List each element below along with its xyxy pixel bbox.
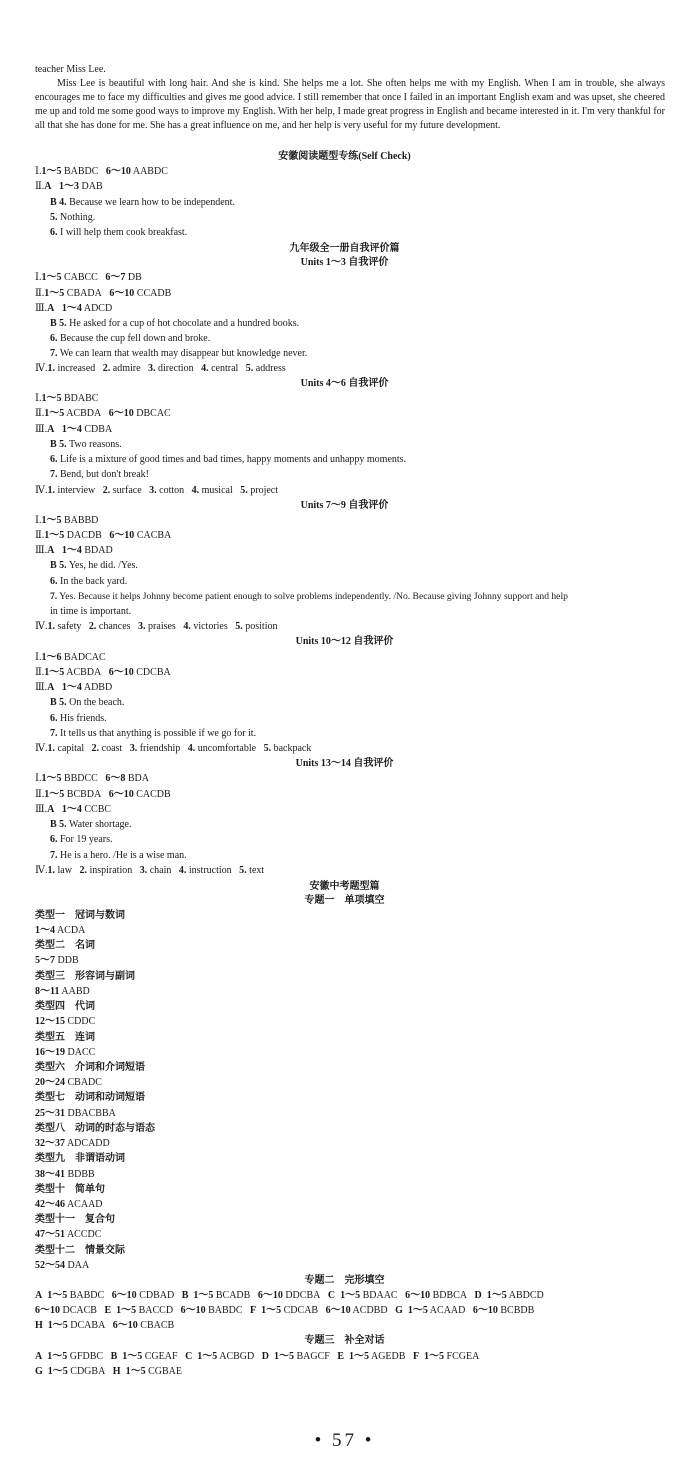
answer-row: Ⅳ.1. increased 2. admire 3. direction 4. central 5. address <box>35 363 286 374</box>
answer-row: 6. Because the cup fell down and broke. <box>50 333 211 344</box>
answer-row-continued: in time is important. <box>50 606 132 617</box>
answer-row: Ⅱ.1～5 ACBDA 6～10 DBCAC <box>35 408 171 419</box>
unit-title-13-14: Units 13～14 自我评价 <box>295 758 394 769</box>
answer-row: 6. In the back yard. <box>50 576 128 587</box>
page-number: • 57 • <box>314 1430 375 1451</box>
topic-title-3: 专题三 补全对话 <box>304 1335 385 1346</box>
answer-row: B 4. Because we learn how to be independent. <box>50 197 235 208</box>
type-answer: 16～19 DACC <box>35 1047 96 1058</box>
unit-title-10-12: Units 10～12 自我评价 <box>295 636 394 647</box>
dialogue-answer-row: G 1～5 CDGBA H 1～5 CGBAE <box>35 1366 182 1377</box>
cloze-answer-row: H 1～5 DCABA 6～10 CBACB <box>35 1320 175 1331</box>
passage-paragraph: Miss Lee is beautiful with long hair. And she is kind. She helps me a lot. She often helps me with my English. When I am in trouble, she always encourages me to face my difficulties and gives me good advice. I still remember that once I failed in an important English exam and was upset, she cheered me up and told me some good ways to improve my English. With her help, I made great progress in English and became interested in it. I'm very thankful for all that she has done for me. She has a great influence on me, and her help is very useful for my future development. <box>35 78 665 131</box>
dialogue-answer-row: A 1～5 GFDBC B 1～5 CGEAF C 1～5 ACBGD D 1～5 BAGCF E 1～5 AGEDB F 1～5 FCGEA <box>35 1351 480 1362</box>
type-label: 类型七 动词和动词短语 <box>35 1092 145 1103</box>
type-label: 类型六 介词和介词短语 <box>35 1062 145 1073</box>
section-title-self-check: 安徽阅读题型专练(Self Check) <box>278 151 411 162</box>
topic-title-2: 专题二 完形填空 <box>304 1275 385 1286</box>
answer-row: B 5. Yes, he did. /Yes. <box>50 560 138 571</box>
answer-row: Ⅲ.A 1～4 ADBD <box>35 682 113 693</box>
type-label: 类型三 形容词与副词 <box>35 971 135 982</box>
answer-row: 6. For 19 years. <box>50 834 113 845</box>
answer-row: 7. He is a hero. /He is a wise man. <box>50 850 187 861</box>
type-answer: 20～24 CBADC <box>35 1077 102 1088</box>
answer-row: Ⅰ.1～5 BABDC 6～10 AABDC <box>35 166 168 177</box>
type-label: 类型八 动词的时态与语态 <box>35 1123 155 1134</box>
answer-row: 7. It tells us that anything is possible if we go for it. <box>50 728 257 739</box>
cloze-answer-row: 6～10 DCACB E 1～5 BACCD 6～10 BABDC F 1～5 CDCAB 6～10 ACDBD G 1～5 ACAAD 6～10 BCBDB <box>35 1305 535 1316</box>
answer-row: B 5. On the beach. <box>50 697 125 708</box>
section-title-grade9: 九年级全一册自我评价篇 <box>289 243 400 254</box>
answer-row: Ⅲ.A 1～4 ADCD <box>35 303 113 314</box>
answer-row: 6. I will help them cook breakfast. <box>50 227 188 238</box>
answer-row: Ⅳ.1. law 2. inspiration 3. chain 4. instruction 5. text <box>35 865 265 876</box>
type-answer: 1～4 ACDA <box>35 925 86 936</box>
type-label: 类型二 名词 <box>35 940 95 951</box>
type-label: 类型十 简单句 <box>35 1184 105 1195</box>
type-label: 类型十二 情景交际 <box>35 1245 125 1256</box>
unit-title-7-9: Units 7～9 自我评价 <box>300 500 389 511</box>
type-answer: 38～41 BDBB <box>35 1169 95 1180</box>
answer-row: Ⅱ.1～5 BCBDA 6～10 CACDB <box>35 789 171 800</box>
answer-row: Ⅱ.1～5 CBADA 6～10 CCADB <box>35 288 172 299</box>
answer-row: 6. His friends. <box>50 713 107 724</box>
answer-row: Ⅱ.1～5 DACDB 6～10 CACBA <box>35 530 172 541</box>
answer-row: B 5. Water shortage. <box>50 819 132 830</box>
passage-line: teacher Miss Lee. <box>35 64 106 75</box>
type-answer: 52～54 DAA <box>35 1260 90 1271</box>
answer-row: B 5. He asked for a cup of hot chocolate and a hundred books. <box>50 318 300 329</box>
answer-row: 6. Life is a mixture of good times and bad times, happy moments and unhappy moments. <box>50 454 407 465</box>
answer-row: Ⅳ.1. safety 2. chances 3. praises 4. victories 5. position <box>35 621 278 632</box>
answer-row: Ⅳ.1. interview 2. surface 3. cotton 4. musical 5. project <box>35 485 279 496</box>
answer-row: Ⅳ.1. capital 2. coast 3. friendship 4. uncomfortable 5. backpack <box>35 743 312 754</box>
answer-row: 5. Nothing. <box>50 212 96 223</box>
topic-title-1: 专题一 单项填空 <box>304 895 385 906</box>
type-answer: 25～31 DBACBBA <box>35 1108 116 1119</box>
type-label: 类型十一 复合句 <box>35 1214 115 1225</box>
answer-row: B 5. Two reasons. <box>50 439 122 450</box>
answer-row: 7. Yes. Because it helps Johnny become patient enough to solve problems independently. /No. Because giving Johnny support and help <box>50 591 568 602</box>
answer-row: Ⅲ.A 1～4 CCBC <box>35 804 112 815</box>
type-answer: 12～15 CDDC <box>35 1016 96 1027</box>
type-label: 类型五 连词 <box>35 1032 95 1043</box>
type-label: 类型四 代词 <box>35 1001 95 1012</box>
type-label: 类型一 冠词与数词 <box>35 910 125 921</box>
answer-row: Ⅰ.1～6 BADCAC <box>35 652 106 663</box>
unit-title-1-3: Units 1～3 自我评价 <box>300 257 389 268</box>
cloze-answer-row: A 1～5 BABDC 6～10 CDBAD B 1～5 BCADB 6～10 DDCBA C 1～5 BDAAC 6～10 BDBCA D 1～5 ABDCD <box>35 1290 544 1301</box>
answer-row: Ⅱ.A 1～3 DAB <box>35 181 103 192</box>
answer-row: Ⅰ.1～5 BBDCC 6～8 BDA <box>35 773 149 784</box>
type-answer: 8～11 AABD <box>35 986 90 997</box>
answer-row: 7. Bend, but don't break! <box>50 469 150 480</box>
type-answer: 32～37 ADCADD <box>35 1138 110 1149</box>
answer-row: Ⅲ.A 1～4 CDBA <box>35 424 113 435</box>
type-answer: 47～51 ACCDC <box>35 1229 102 1240</box>
section-title-zhongkao: 安徽中考题型篇 <box>309 881 380 892</box>
type-answer: 42～46 ACAAD <box>35 1199 103 1210</box>
type-answer: 5～7 DDB <box>35 955 79 966</box>
answer-row: Ⅲ.A 1～4 BDAD <box>35 545 113 556</box>
type-label: 类型九 非谓语动词 <box>35 1153 125 1164</box>
answer-row: Ⅰ.1～5 CABCC 6～7 DB <box>35 272 142 283</box>
answer-row: Ⅰ.1～5 BDABC <box>35 393 99 404</box>
answer-row: Ⅱ.1～5 ACBDA 6～10 CDCBA <box>35 667 171 678</box>
unit-title-4-6: Units 4～6 自我评价 <box>300 378 389 389</box>
answer-row: Ⅰ.1～5 BABBD <box>35 515 99 526</box>
answer-row: 7. We can learn that wealth may disappear but knowledge never. <box>50 348 308 359</box>
